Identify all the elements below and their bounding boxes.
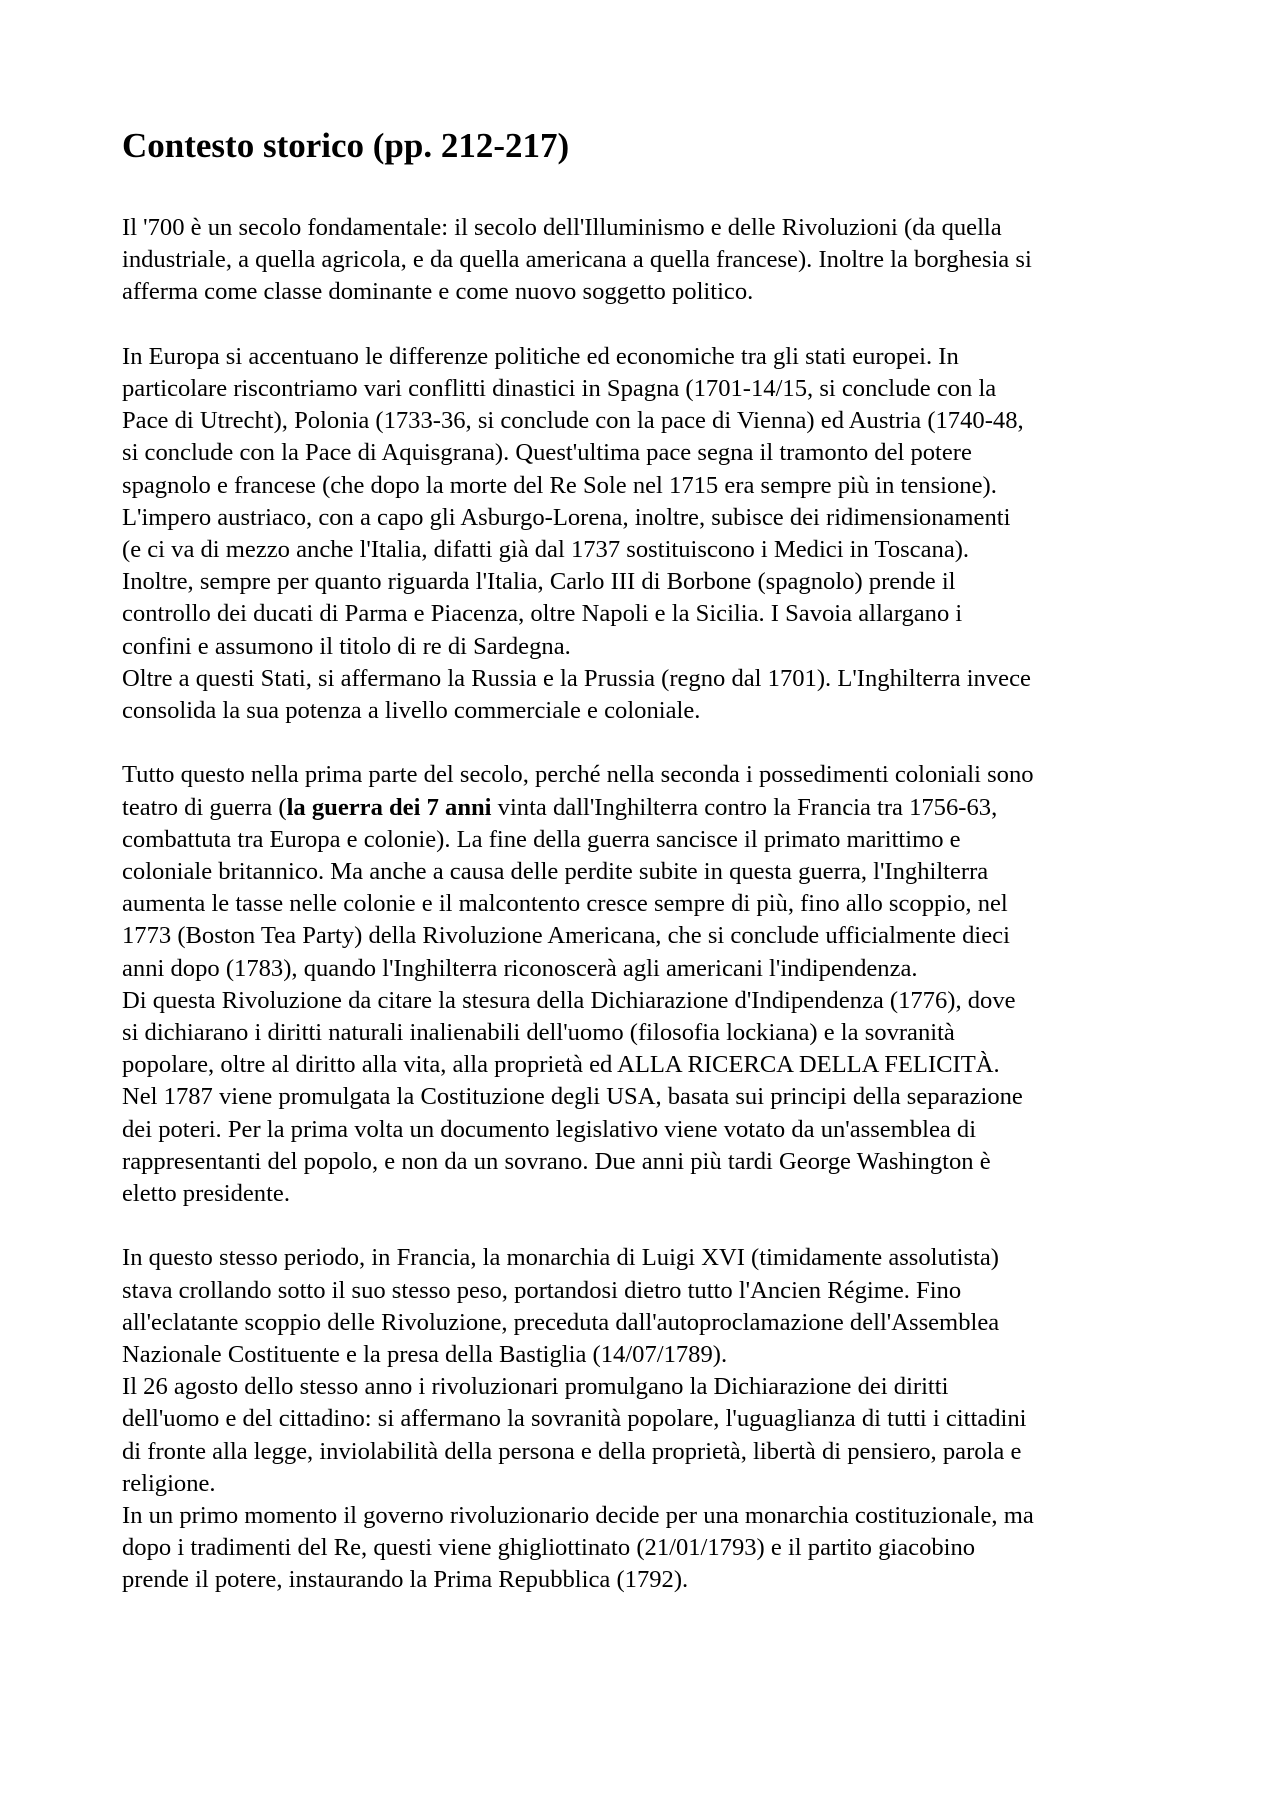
text-line: religione. <box>122 1469 216 1497</box>
text-segment: vinta dall'Inghilterra contro la Francia tra 1756-63, <box>491 793 998 821</box>
text-line: dopo i tradimenti del Re, questi viene ghigliottinato (21/01/1793) e il partito giacobino <box>122 1534 976 1562</box>
text-line: In questo stesso periodo, in Francia, la monarchia di Luigi XVI (timidamente assolutista) <box>122 1244 999 1272</box>
text-line: si conclude con la Pace di Aquisgrana). Quest'ultima pace segna il tramonto del potere <box>122 439 972 467</box>
text-line: Nel 1787 viene promulgata la Costituzione degli USA, basata sui principi della separazione <box>122 1083 1023 1111</box>
text-line: rappresentanti del popolo, e non da un sovrano. Due anni più tardi George Washington è <box>122 1147 991 1175</box>
text-line: (e ci va di mezzo anche l'Italia, difatti già dal 1737 sostituiscono i Medici in Toscana). <box>122 536 970 564</box>
text-line-with-bold <box>122 792 1202 824</box>
text-line: 1773 (Boston Tea Party) della Rivoluzione Americana, che si conclude ufficialmente dieci <box>122 922 1010 950</box>
paragraph-europa <box>122 341 1202 727</box>
text-line: Nazionale Costituente e la presa della Bastiglia (14/07/1789). <box>122 1341 728 1369</box>
text-line: Pace di Utrecht), Polonia (1733-36, si conclude con la pace di Vienna) ed Austria (1740-48, <box>122 407 1024 435</box>
text-line: eletto presidente. <box>122 1180 290 1208</box>
text-line: popolare, oltre al diritto alla vita, alla proprietà ed ALLA RICERCA DELLA FELICITÀ. <box>122 1051 1000 1079</box>
text-line: dei poteri. Per la prima volta un documento legislativo viene votato da un'assemblea di <box>122 1115 977 1143</box>
text-line: confini e assumono il titolo di re di Sardegna. <box>122 632 571 660</box>
text-line: In un primo momento il governo rivoluzionario decide per una monarchia costituzionale, ma <box>122 1502 1034 1530</box>
text-line: prende il potere, instaurando la Prima Repubblica (1792). <box>122 1566 689 1594</box>
text-line: spagnolo e francese (che dopo la morte del Re Sole nel 1715 era sempre più in tensione). <box>122 471 997 499</box>
text-line: dell'uomo e del cittadino: si affermano la sovranità popolare, l'uguaglianza di tutti i cittadini <box>122 1405 1027 1433</box>
text-line: anni dopo (1783), quando l'Inghilterra riconoscerà agli americani l'indipendenza. <box>122 954 918 982</box>
text-line: Il 26 agosto dello stesso anno i rivoluzionari promulgano la Dichiarazione dei diritti <box>122 1373 949 1401</box>
text-line: aumenta le tasse nelle colonie e il malcontento cresce sempre di più, fino allo scoppio, nel <box>122 890 1008 918</box>
page-title: Contesto storico (pp. 212-217) <box>122 126 570 165</box>
text-line: coloniale britannico. Ma anche a causa delle perdite subite in questa guerra, l'Inghilterra <box>122 858 989 886</box>
text-line: afferma come classe dominante e come nuovo soggetto politico. <box>122 278 754 306</box>
text-line: In Europa si accentuano le differenze politiche ed economiche tra gli stati europei. In <box>122 342 959 370</box>
paragraph-rivoluzione-francese <box>122 1242 1202 1596</box>
text-line: L'impero austriaco, con a capo gli Asburgo-Lorena, inoltre, subisce dei ridimensionamenti <box>122 503 1011 531</box>
text-line: controllo dei ducati di Parma e Piacenza, oltre Napoli e la Sicilia. I Savoia allargano i <box>122 600 963 628</box>
text-line: industriale, a quella agricola, e da quella americana a quella francese). Inoltre la borghesia si <box>122 246 1032 274</box>
text-segment: teatro di guerra ( <box>122 793 287 821</box>
bold-phrase: la guerra dei 7 anni <box>286 793 492 821</box>
paragraph-illuminismo <box>122 212 1202 309</box>
text-line: Il '700 è un secolo fondamentale: il secolo dell'Illuminismo e delle Rivoluzioni (da quella <box>122 214 1002 241</box>
text-line: Tutto questo nella prima parte del secolo, perché nella seconda i possedimenti coloniali sono <box>122 761 1034 789</box>
text-line: Inoltre, sempre per quanto riguarda l'Italia, Carlo III di Borbone (spagnolo) prende il <box>122 568 956 596</box>
text-line: Di questa Rivoluzione da citare la stesura della Dichiarazione d'Indipendenza (1776), dove <box>122 986 1016 1014</box>
document-body <box>122 212 1202 1597</box>
text-line: consolida la sua potenza a livello commerciale e coloniale. <box>122 697 701 725</box>
text-line: stava crollando sotto il suo stesso peso, portandosi dietro tutto l'Ancien Régime. Fino <box>122 1276 962 1304</box>
text-line: si dichiarano i diritti naturali inalienabili dell'uomo (filosofia lockiana) e la sovranità <box>122 1019 955 1047</box>
paragraph-guerra-sette-anni <box>122 759 1202 1210</box>
text-line: all'eclatante scoppio delle Rivoluzione, preceduta dall'autoproclamazione dell'Assemblea <box>122 1308 1000 1336</box>
text-line: combattuta tra Europa e colonie). La fine della guerra sancisce il primato marittimo e <box>122 825 961 853</box>
text-line: di fronte alla legge, inviolabilità della persona e della proprietà, libertà di pensiero, parola e <box>122 1437 1022 1465</box>
text-line: particolare riscontriamo vari conflitti dinastici in Spagna (1701-14/15, si conclude con la <box>122 375 997 402</box>
text-line: Oltre a questi Stati, si affermano la Russia e la Prussia (regno dal 1701). L'Inghilterra invece <box>122 664 1031 692</box>
